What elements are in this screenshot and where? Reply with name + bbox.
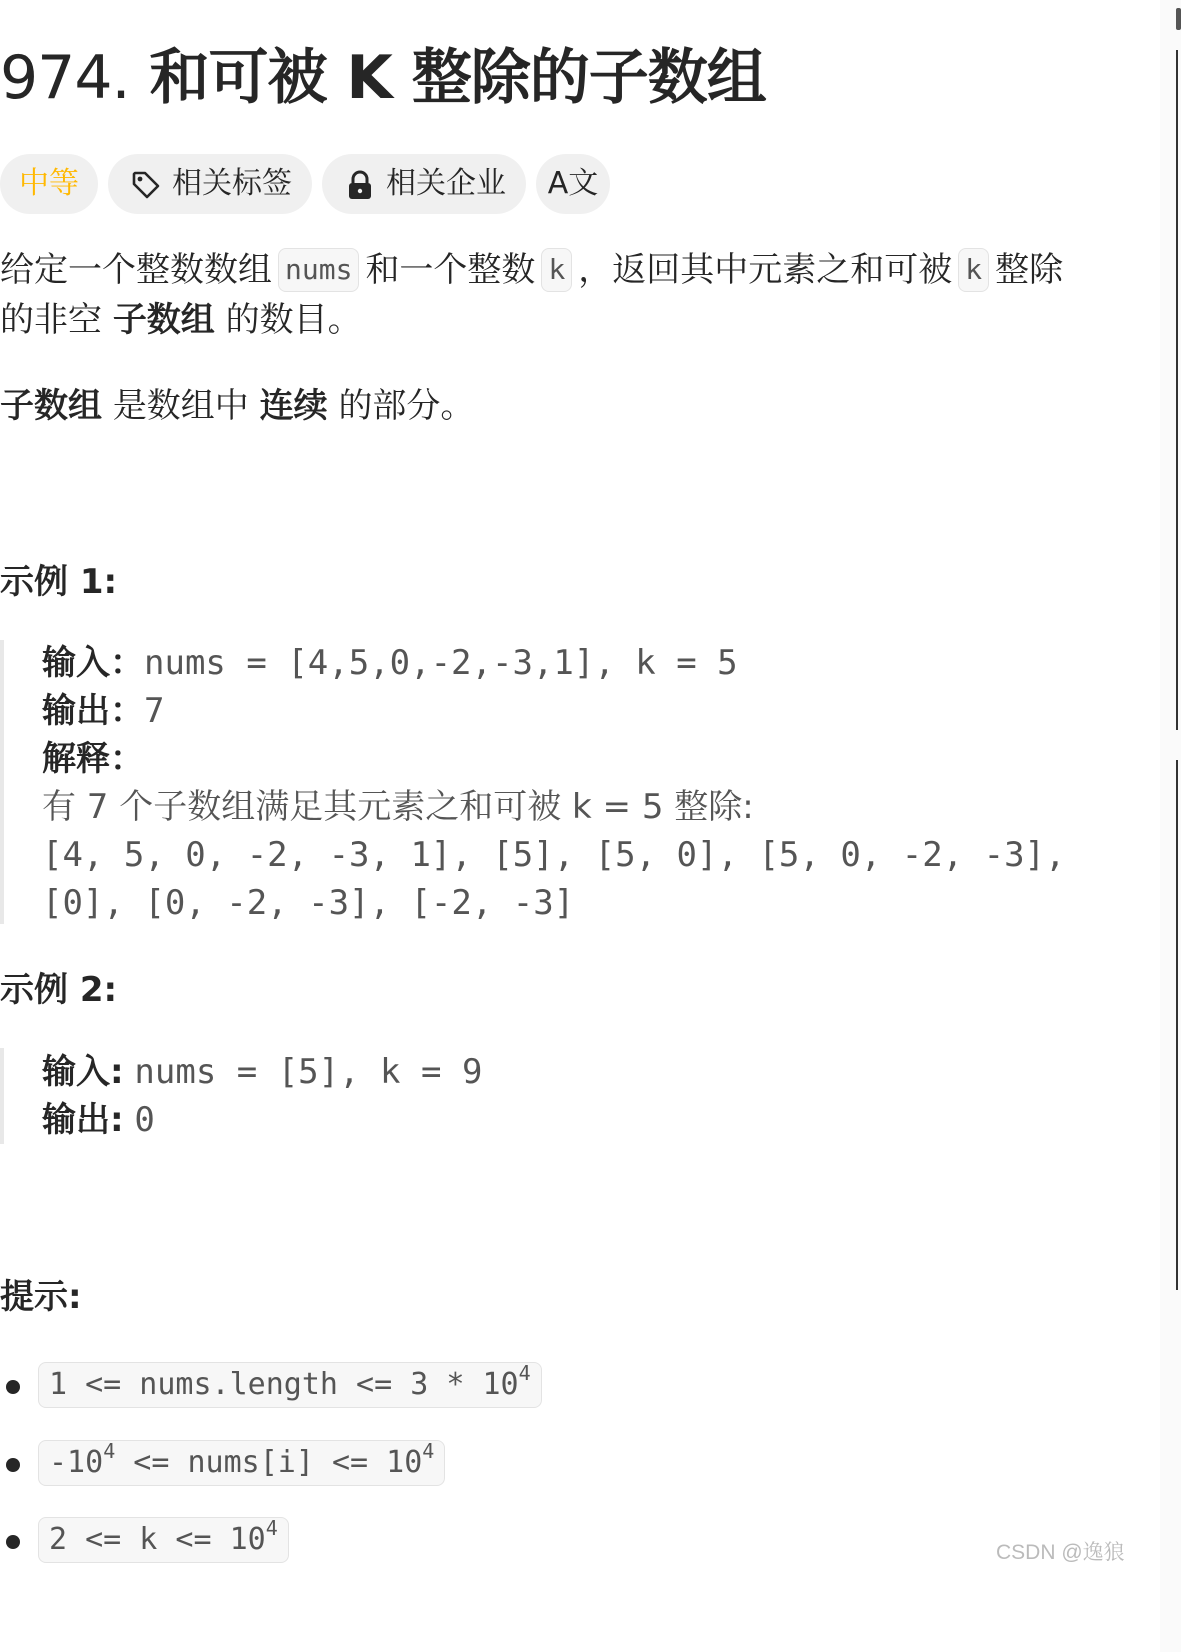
constraint-code <box>38 1362 542 1408</box>
inline-code-k: k <box>958 248 989 292</box>
bullet-icon <box>6 1535 20 1549</box>
example-block <box>0 640 1066 924</box>
example-input-value: nums = [4,5,0,-2,-3,1], k = 5 <box>144 643 738 683</box>
desc-text: 和一个整数 <box>365 250 536 290</box>
related-companies-label: 相关企业 <box>386 166 506 201</box>
related-topics-button[interactable] <box>108 154 312 214</box>
problem-number: 974. <box>0 43 130 113</box>
exponent: 4 <box>265 1516 278 1540</box>
constraint-text: 2 <= k <= 10 <box>49 1522 266 1557</box>
inline-code-k: k <box>541 248 572 292</box>
example-output <box>42 687 1066 735</box>
exponent: 4 <box>518 1361 531 1385</box>
related-topics-label: 相关标签 <box>172 166 292 201</box>
scrollbar-marker <box>1176 8 1181 30</box>
exponent: 4 <box>103 1439 116 1463</box>
example-input-label: 输入: <box>42 1052 124 1092</box>
inline-code-nums: nums <box>278 248 359 292</box>
desc-bold-text: 连续 <box>259 386 328 426</box>
desc-text: ，返回其中元素之和可被 <box>578 250 953 290</box>
example-heading: 示例 2: <box>0 970 118 1010</box>
example-explanation: 有 7 个子数组满足其元素之和可被 k = 5 整除: <box>42 787 754 827</box>
example-output-value: 0 <box>134 1100 155 1140</box>
bullet-icon <box>6 1458 20 1472</box>
example-output-value: 7 <box>144 691 165 731</box>
example-input <box>42 639 1066 687</box>
desc-text: 的数目。 <box>225 300 362 340</box>
translate-icon: A文 <box>547 166 599 201</box>
desc-text: 的部分。 <box>338 386 475 426</box>
description-paragraph <box>0 294 362 346</box>
difficulty-badge[interactable]: 中等 <box>0 154 98 214</box>
example-input <box>42 1048 482 1096</box>
example-input-value: nums = [5], k = 9 <box>134 1052 483 1092</box>
scrollbar-line <box>1176 760 1178 1290</box>
example-output <box>42 1096 482 1144</box>
exponent: 4 <box>422 1439 435 1463</box>
description-paragraph <box>0 380 474 432</box>
desc-text: 的非空 <box>0 300 102 340</box>
example-output-label: 输出： <box>42 691 144 731</box>
problem-title-text: 和可被 K 整除的子数组 <box>149 43 766 113</box>
constraint-code <box>38 1440 445 1486</box>
desc-bold-text: 子数组 <box>0 386 102 426</box>
example-explanation: [4, 5, 0, -2, -3, 1], [5], [5, 0], [5, 0, -2, -3], <box>42 835 1066 875</box>
constraint-text: <= nums[i] <= 10 <box>115 1445 423 1480</box>
scrollbar-line <box>1176 50 1178 730</box>
constraint-code <box>38 1517 289 1563</box>
example-explanation: [0], [0, -2, -3], [-2, -3] <box>42 883 575 923</box>
translate-button[interactable] <box>536 154 610 214</box>
example-output-label: 输出: <box>42 1100 124 1140</box>
problem-title <box>0 38 766 118</box>
tag-icon <box>130 169 162 201</box>
constraint-text: -10 <box>49 1445 104 1480</box>
bullet-icon <box>6 1380 20 1394</box>
example-explanation-label <box>42 735 1066 783</box>
desc-text: 是数组中 <box>112 386 249 426</box>
constraints-heading: 提示: <box>0 1277 82 1317</box>
constraint-text: 1 <= nums.length <= 3 * 10 <box>49 1367 519 1402</box>
watermark: CSDN @逸狼 <box>996 1541 1125 1564</box>
lock-icon <box>344 169 376 201</box>
related-companies-button[interactable] <box>322 154 526 214</box>
example-input-label: 输入： <box>42 643 144 683</box>
example-heading: 示例 1: <box>0 562 118 602</box>
example-block <box>0 1048 482 1144</box>
desc-text: 给定一个整数数组 <box>0 250 272 290</box>
desc-text: 整除 <box>995 250 1064 290</box>
example-explain-label: 解释： <box>42 739 144 779</box>
description-paragraph <box>0 244 1063 296</box>
desc-bold-text: 子数组 <box>112 300 215 340</box>
